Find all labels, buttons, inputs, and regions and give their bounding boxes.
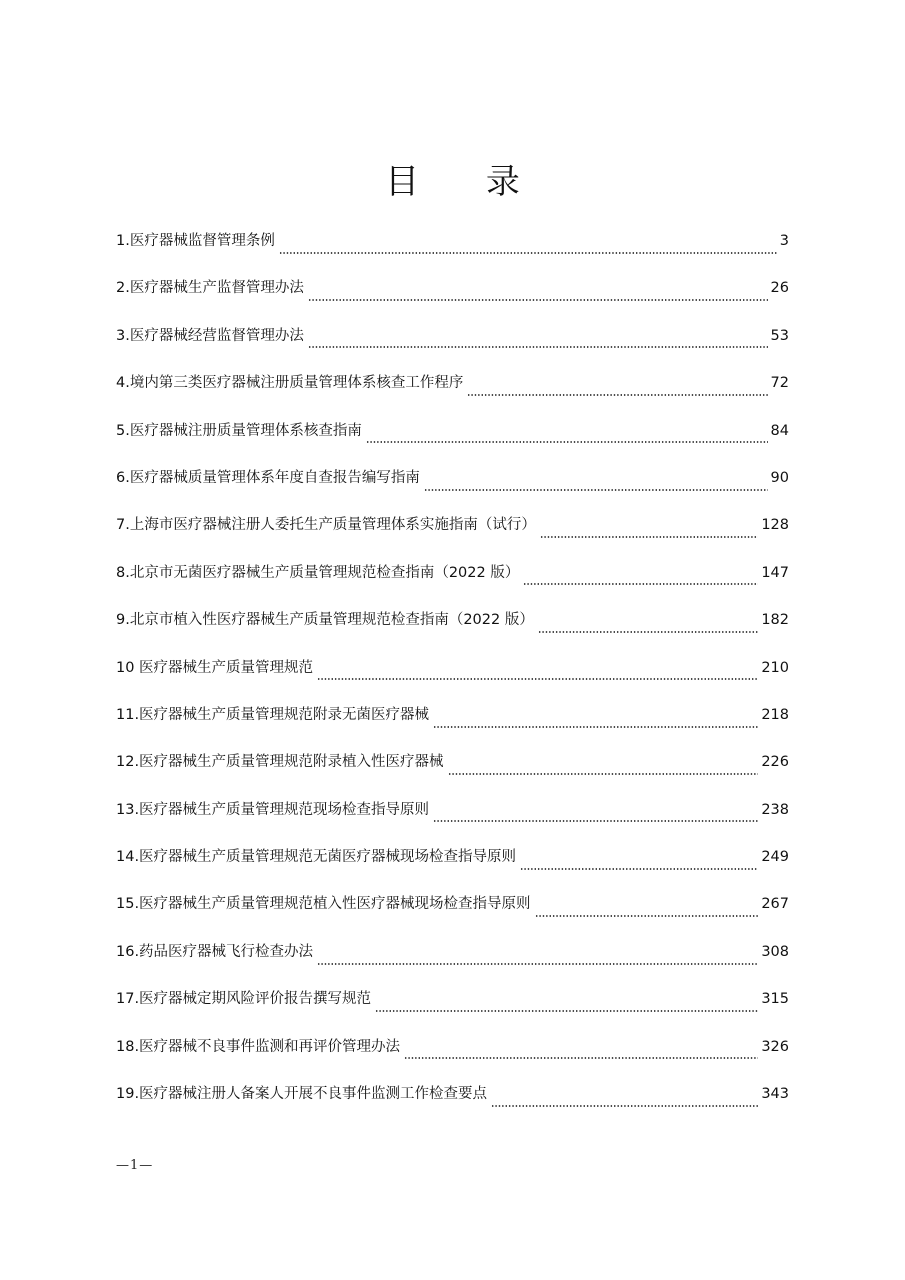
- toc-entry[interactable]: [116, 558, 789, 605]
- toc-leader-dots: [279, 252, 777, 254]
- toc-entry-label: 4.境内第三类医疗器械注册质量管理体系核查工作程序: [116, 375, 464, 392]
- toc-entry-label: 9.北京市植入性医疗器械生产质量管理规范检查指南（2022 版）: [116, 612, 534, 629]
- toc-entry[interactable]: [116, 368, 789, 415]
- toc-entry-label: 3.医疗器械经营监督管理办法: [116, 327, 304, 344]
- page-title: 目 录: [385, 162, 548, 202]
- toc-entry[interactable]: [116, 321, 789, 368]
- toc-entry-page: 238: [761, 801, 789, 818]
- toc-entry-page: 326: [761, 1038, 789, 1055]
- toc-entry[interactable]: [116, 937, 789, 984]
- toc-entry-label: 11.医疗器械生产质量管理规范附录无菌医疗器械: [116, 706, 430, 723]
- toc-entry-page: 26: [770, 280, 789, 297]
- toc-entry-page: 53: [770, 327, 789, 344]
- toc-leader-dots: [520, 868, 758, 870]
- toc-entry-page: 343: [761, 1086, 789, 1103]
- toc-leader-dots: [424, 489, 768, 491]
- toc-entry-page: 128: [761, 517, 789, 534]
- toc-leader-dots: [308, 346, 768, 348]
- toc-entry[interactable]: [116, 842, 789, 889]
- toc-leader-dots: [540, 536, 758, 538]
- toc-leader-dots: [491, 1105, 758, 1107]
- toc-leader-dots: [467, 394, 767, 396]
- toc-entry-label: 13.医疗器械生产质量管理规范现场检查指导原则: [116, 801, 430, 818]
- toc-leader-dots: [538, 631, 758, 633]
- toc-entry[interactable]: [116, 226, 789, 273]
- toc-entry-page: 182: [761, 612, 789, 629]
- toc-entry-label: 10 医疗器械生产质量管理规范: [116, 659, 314, 676]
- toc-entry-label: 15.医疗器械生产质量管理规范植入性医疗器械现场检查指导原则: [116, 896, 531, 913]
- toc-entry-page: 84: [770, 422, 789, 439]
- toc-entry-label: 14.医疗器械生产质量管理规范无菌医疗器械现场检查指导原则: [116, 849, 517, 866]
- toc-leader-dots: [317, 678, 758, 680]
- toc-entry[interactable]: [116, 510, 789, 557]
- toc-entry[interactable]: [116, 1032, 789, 1079]
- toc-entry-label: 12.医疗器械生产质量管理规范附录植入性医疗器械: [116, 754, 444, 771]
- toc-entry-page: 315: [761, 991, 789, 1008]
- toc-entry[interactable]: [116, 795, 789, 842]
- toc-entry-label: 5.医疗器械注册质量管理体系核查指南: [116, 422, 362, 439]
- toc-entry-page: 72: [770, 375, 789, 392]
- toc-entry[interactable]: [116, 463, 789, 510]
- toc-entry-label: 7.上海市医疗器械注册人委托生产质量管理体系实施指南（试行）: [116, 517, 536, 534]
- toc-entry-label: 18.医疗器械不良事件监测和再评价管理办法: [116, 1038, 401, 1055]
- toc-leader-dots: [433, 726, 758, 728]
- toc-entry[interactable]: [116, 416, 789, 463]
- toc-entry-label: 17.医疗器械定期风险评价报告撰写规范: [116, 991, 372, 1008]
- toc-entry[interactable]: [116, 653, 789, 700]
- toc-entry[interactable]: [116, 1079, 789, 1126]
- toc-entry-label: 6.医疗器械质量管理体系年度自查报告编写指南: [116, 469, 420, 486]
- toc-entry-page: 3: [779, 233, 789, 249]
- toc-leader-dots: [404, 1057, 758, 1059]
- toc-entry-page: 210: [761, 659, 789, 676]
- toc-entry-page: 147: [761, 564, 789, 581]
- toc-entry[interactable]: [116, 747, 789, 794]
- toc-leader-dots: [448, 773, 759, 775]
- toc-leader-dots: [317, 963, 758, 965]
- toc-entry[interactable]: [116, 700, 789, 747]
- toc-entry[interactable]: [116, 984, 789, 1031]
- toc-leader-dots: [433, 820, 758, 822]
- toc-leader-dots: [366, 441, 768, 443]
- toc-entry-label: 2.医疗器械生产监督管理办法: [116, 280, 304, 297]
- toc-entry-label: 19.医疗器械注册人备案人开展不良事件监测工作检查要点: [116, 1086, 488, 1103]
- toc-entry[interactable]: [116, 273, 789, 320]
- toc-entry-label: 8.北京市无菌医疗器械生产质量管理规范检查指南（2022 版）: [116, 564, 520, 581]
- page-number-footer: —1—: [116, 1158, 154, 1173]
- toc-entry-label: 1.医疗器械监督管理条例: [116, 233, 275, 249]
- toc-entry[interactable]: [116, 605, 789, 652]
- toc-entry-page: 90: [770, 469, 789, 486]
- toc-leader-dots: [375, 1010, 758, 1012]
- toc-leader-dots: [535, 915, 759, 917]
- toc-leader-dots: [523, 583, 758, 585]
- toc-entry-page: 249: [761, 849, 789, 866]
- toc-entry-page: 267: [761, 896, 789, 913]
- toc-entry-label: 16.药品医疗器械飞行检查办法: [116, 943, 314, 960]
- toc-entry-page: 218: [761, 706, 789, 723]
- toc-leader-dots: [308, 299, 768, 301]
- toc-entry-page: 226: [761, 754, 789, 771]
- toc-entry-page: 308: [761, 943, 789, 960]
- toc-entry[interactable]: [116, 889, 789, 936]
- table-of-contents: [116, 226, 789, 1126]
